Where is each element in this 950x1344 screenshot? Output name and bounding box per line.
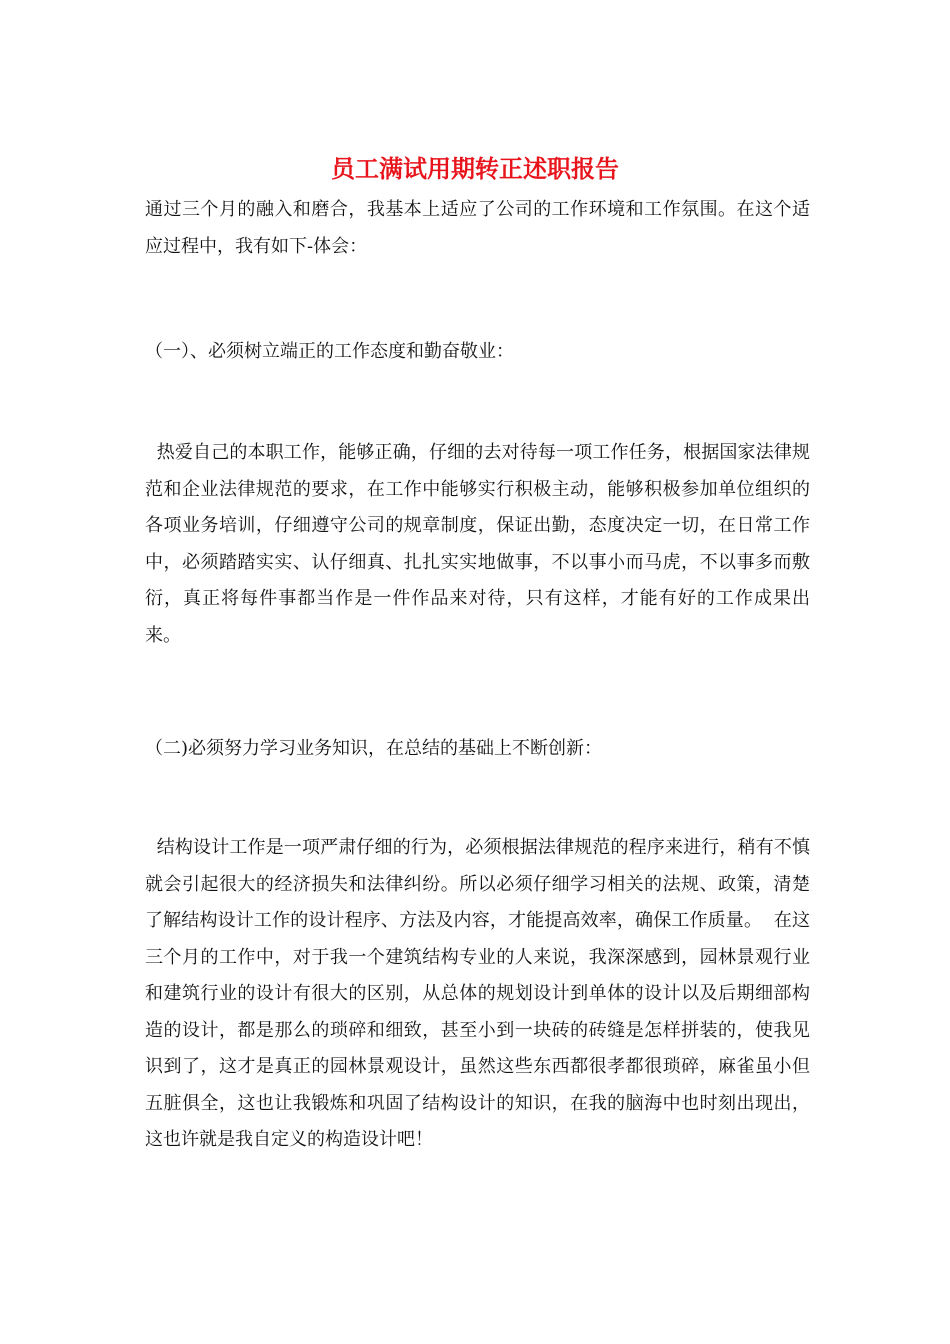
section-1-body: 热爱自己的本职工作，能够正确，仔细的去对待每一项工作任务，根据国家法律规范和企业法律规范的要求，在工作中能够实行积极主动，能够积极参加单位组织的各项业务培训，仔细遵守公司的规章制度，保证出勤，态度决定一切，在日常工作中，必须踏踏实实、认仔细真、扎扎实实地做事，不以事小而马虎，不以事多而敷衍，真正将每件事都当作是一件作品来对待，只有这样，才能有好的工作成果出来。: [145, 442, 810, 646]
section-2-heading: （二)必须努力学习业务知识，在总结的基础上不断创新：: [145, 738, 603, 759]
section-1-heading: （一）、必须树立端正的工作态度和勤奋敬业：: [145, 341, 514, 362]
document-title: 员工满试用期转正述职报告: [331, 154, 619, 183]
intro-paragraph: 通过三个月的融入和磨合，我基本上适应了公司的工作环境和工作氛围。在这个适应过程中，我有如下-体会：: [145, 199, 810, 257]
section-2-body: 结构设计工作是一项严肃仔细的行为，必须根据法律规范的程序来进行，稍有不慎就会引起很大的经济损失和法律纠纷。所以必须仔细学习相关的法规、政策，清楚了解结构设计工作的设计程序、方法及内容，才能提高效率，确保工作质量。 在这三个月的工作中，对于我一个建筑结构专业的人来说，我深深感到，园林景观行业和建筑行业的设计有很大的区别，从总体的规划设计到单体的设计以及后期细部构造的设计，都是那么的琐碎和细致，甚至小到一块砖的砖缝是怎样拼装的，使我见识到了，这才是真正的园林景观设计，虽然这些东西都很孝都很琐碎，麻雀虽小但五脏俱全，这也让我锻炼和巩固了结构设计的知识，在我的脑海中也时刻出现出，这也许就是我自定义的构造设计吧！: [145, 837, 810, 1150]
